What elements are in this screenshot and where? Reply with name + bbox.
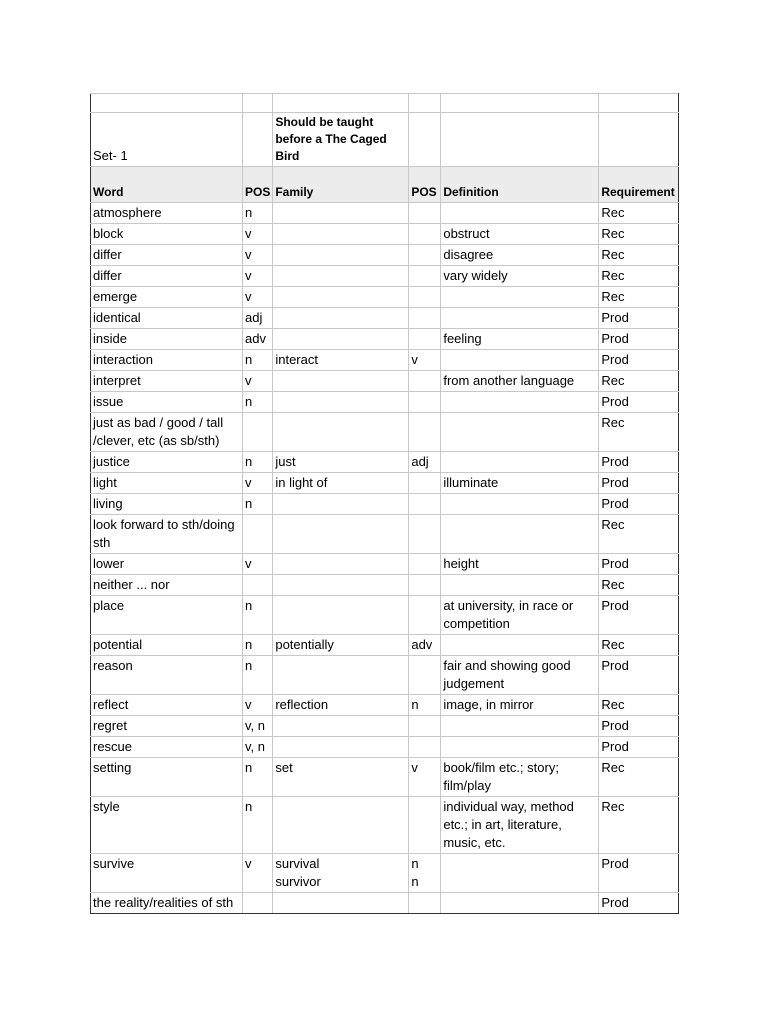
family-cell[interactable] xyxy=(273,371,409,392)
definition-cell[interactable]: obstruct xyxy=(441,224,599,245)
pos-cell[interactable]: v xyxy=(243,245,273,266)
requirement-cell[interactable]: Prod xyxy=(599,494,679,515)
header-pos-family[interactable]: POS xyxy=(409,167,441,203)
requirement-cell[interactable]: Rec xyxy=(599,515,679,554)
definition-cell[interactable]: feeling xyxy=(441,329,599,350)
word-cell[interactable]: living xyxy=(91,494,243,515)
definition-cell[interactable] xyxy=(441,413,599,452)
table-row xyxy=(91,266,679,287)
word-cell[interactable]: potential xyxy=(91,635,243,656)
family-cell[interactable] xyxy=(273,554,409,575)
requirement-cell[interactable]: Rec xyxy=(599,287,679,308)
family-cell[interactable] xyxy=(273,329,409,350)
table-row xyxy=(91,371,679,392)
requirement-cell[interactable]: Prod xyxy=(599,854,679,893)
family-cell[interactable] xyxy=(273,413,409,452)
requirement-cell[interactable]: Rec xyxy=(599,758,679,797)
table-row xyxy=(91,797,679,854)
header-requirement[interactable]: Requirement xyxy=(599,167,679,203)
requirement-cell[interactable]: Rec xyxy=(599,245,679,266)
definition-cell[interactable] xyxy=(441,350,599,371)
definition-cell[interactable] xyxy=(441,737,599,758)
cell[interactable] xyxy=(599,94,679,113)
family-cell[interactable] xyxy=(273,287,409,308)
vocabulary-table xyxy=(90,93,679,914)
table-row xyxy=(91,413,679,452)
family-cell[interactable]: reflection xyxy=(273,695,409,716)
family-pos-cell[interactable] xyxy=(409,203,441,224)
word-cell[interactable]: style xyxy=(91,797,243,854)
definition-cell[interactable]: image, in mirror xyxy=(441,695,599,716)
family-cell[interactable]: set xyxy=(273,758,409,797)
pos-cell[interactable]: n xyxy=(243,203,273,224)
pos-cell[interactable]: adj xyxy=(243,308,273,329)
definition-cell[interactable]: illuminate xyxy=(441,473,599,494)
table-row xyxy=(91,554,679,575)
family-pos-cell[interactable]: adj xyxy=(409,452,441,473)
set-label[interactable]: Set- 1 xyxy=(91,113,243,167)
requirement-cell[interactable]: Prod xyxy=(599,329,679,350)
table-row xyxy=(91,758,679,797)
family-cell[interactable] xyxy=(273,308,409,329)
set-row xyxy=(91,113,679,167)
family-cell[interactable] xyxy=(273,656,409,695)
word-cell[interactable]: differ xyxy=(91,266,243,287)
requirement-cell[interactable]: Prod xyxy=(599,737,679,758)
pos-cell[interactable]: n xyxy=(243,758,273,797)
word-cell[interactable]: the reality/realities of sth xyxy=(91,893,243,914)
definition-cell[interactable]: book/film etc.; story; film/play xyxy=(441,758,599,797)
cell[interactable] xyxy=(409,94,441,113)
pos-cell[interactable]: v, n xyxy=(243,716,273,737)
definition-cell[interactable] xyxy=(441,287,599,308)
cell[interactable] xyxy=(599,113,679,167)
requirement-cell[interactable]: Rec xyxy=(599,575,679,596)
pos-cell[interactable]: n xyxy=(243,797,273,854)
family-cell[interactable] xyxy=(273,266,409,287)
family-cell[interactable] xyxy=(273,797,409,854)
definition-cell[interactable] xyxy=(441,452,599,473)
table-row xyxy=(91,854,679,893)
word-cell[interactable]: block xyxy=(91,224,243,245)
cell-line: n xyxy=(411,874,419,889)
definition-cell[interactable]: disagree xyxy=(441,245,599,266)
definition-cell[interactable] xyxy=(441,494,599,515)
word-cell[interactable]: place xyxy=(91,596,243,635)
header-row xyxy=(91,167,679,203)
pos-cell[interactable] xyxy=(243,515,273,554)
pos-cell[interactable]: adv xyxy=(243,329,273,350)
cell[interactable] xyxy=(273,94,409,113)
family-cell[interactable] xyxy=(273,392,409,413)
word-cell[interactable]: rescue xyxy=(91,737,243,758)
pos-cell[interactable]: v xyxy=(243,695,273,716)
family-pos-cell[interactable]: v xyxy=(409,350,441,371)
pos-cell[interactable]: v, n xyxy=(243,737,273,758)
family-pos-cell[interactable] xyxy=(409,392,441,413)
table-row xyxy=(91,203,679,224)
word-cell[interactable]: issue xyxy=(91,392,243,413)
family-cell[interactable] xyxy=(273,716,409,737)
cell-line: n xyxy=(411,856,419,871)
blank-row xyxy=(91,94,679,113)
definition-cell[interactable]: individual way, method etc.; in art, literature, music, etc. xyxy=(441,797,599,854)
definition-cell[interactable] xyxy=(441,716,599,737)
word-cell[interactable]: justice xyxy=(91,452,243,473)
family-pos-cell[interactable]: n xyxy=(409,695,441,716)
family-pos-cell[interactable] xyxy=(409,473,441,494)
table-row xyxy=(91,245,679,266)
pos-cell[interactable]: v xyxy=(243,554,273,575)
family-pos-cell[interactable] xyxy=(409,266,441,287)
definition-cell[interactable]: at university, in race or competition xyxy=(441,596,599,635)
requirement-cell[interactable]: Prod xyxy=(599,554,679,575)
table-row xyxy=(91,350,679,371)
header-family[interactable]: Family xyxy=(273,167,409,203)
word-cell[interactable]: interaction xyxy=(91,350,243,371)
requirement-cell[interactable]: Prod xyxy=(599,350,679,371)
cell[interactable] xyxy=(91,94,243,113)
family-pos-cell[interactable] xyxy=(409,716,441,737)
table-row xyxy=(91,716,679,737)
family-cell[interactable]: potentially xyxy=(273,635,409,656)
pos-cell[interactable]: v xyxy=(243,266,273,287)
requirement-cell[interactable]: Rec xyxy=(599,413,679,452)
family-pos-cell[interactable] xyxy=(409,371,441,392)
word-cell[interactable]: inside xyxy=(91,329,243,350)
family-pos-cell[interactable]: v xyxy=(409,758,441,797)
pos-cell[interactable]: v xyxy=(243,371,273,392)
pos-cell[interactable]: v xyxy=(243,854,273,893)
requirement-cell[interactable]: Prod xyxy=(599,893,679,914)
table-row xyxy=(91,695,679,716)
cell[interactable] xyxy=(243,94,273,113)
cell-line: survivor xyxy=(275,874,321,889)
word-cell[interactable]: setting xyxy=(91,758,243,797)
pos-cell[interactable] xyxy=(243,413,273,452)
word-cell[interactable]: light xyxy=(91,473,243,494)
family-cell[interactable]: just xyxy=(273,452,409,473)
table-row xyxy=(91,575,679,596)
table-row xyxy=(91,329,679,350)
requirement-cell[interactable]: Prod xyxy=(599,596,679,635)
cell[interactable] xyxy=(441,94,599,113)
word-cell[interactable]: just as bad / good / tall /clever, etc (as sb/sth) xyxy=(91,413,243,452)
definition-cell[interactable] xyxy=(441,308,599,329)
word-cell[interactable]: differ xyxy=(91,245,243,266)
table-row xyxy=(91,287,679,308)
requirement-cell[interactable]: Prod xyxy=(599,716,679,737)
family-pos-cell[interactable] xyxy=(409,329,441,350)
pos-cell[interactable]: v xyxy=(243,287,273,308)
family-pos-cell[interactable] xyxy=(409,494,441,515)
family-pos-cell[interactable]: adv xyxy=(409,635,441,656)
requirement-cell[interactable]: Prod xyxy=(599,656,679,695)
table-title[interactable]: Should be taught before a The Caged Bird xyxy=(273,113,409,167)
requirement-cell[interactable]: Prod xyxy=(599,308,679,329)
pos-cell[interactable]: v xyxy=(243,473,273,494)
word-cell[interactable]: regret xyxy=(91,716,243,737)
word-cell[interactable]: reflect xyxy=(91,695,243,716)
requirement-cell[interactable]: Rec xyxy=(599,635,679,656)
pos-cell[interactable] xyxy=(243,893,273,914)
requirement-cell[interactable]: Rec xyxy=(599,224,679,245)
requirement-cell[interactable]: Prod xyxy=(599,473,679,494)
pos-cell[interactable]: n xyxy=(243,350,273,371)
header-word[interactable]: Word xyxy=(91,167,243,203)
requirement-cell[interactable]: Rec xyxy=(599,371,679,392)
family-pos-cell[interactable] xyxy=(409,596,441,635)
family-pos-cell[interactable] xyxy=(409,656,441,695)
table-row xyxy=(91,452,679,473)
table-row xyxy=(91,224,679,245)
table-row xyxy=(91,308,679,329)
word-cell[interactable]: neither ... nor xyxy=(91,575,243,596)
table-row xyxy=(91,893,679,914)
cell[interactable] xyxy=(441,113,599,167)
family-pos-cell[interactable] xyxy=(409,797,441,854)
table-row xyxy=(91,392,679,413)
family-cell[interactable] xyxy=(273,575,409,596)
table-row xyxy=(91,596,679,635)
family-pos-cell[interactable] xyxy=(409,308,441,329)
cell[interactable] xyxy=(243,113,273,167)
word-cell[interactable]: look forward to sth/doing sth xyxy=(91,515,243,554)
word-cell[interactable]: interpret xyxy=(91,371,243,392)
table-row xyxy=(91,635,679,656)
family-cell[interactable]: interact xyxy=(273,350,409,371)
table-row xyxy=(91,656,679,695)
table-row xyxy=(91,473,679,494)
header-pos[interactable]: POS xyxy=(243,167,273,203)
definition-cell[interactable] xyxy=(441,893,599,914)
definition-cell[interactable] xyxy=(441,203,599,224)
pos-cell[interactable] xyxy=(243,575,273,596)
family-cell[interactable] xyxy=(273,494,409,515)
definition-cell[interactable]: vary widely xyxy=(441,266,599,287)
family-pos-cell[interactable] xyxy=(409,854,441,893)
definition-cell[interactable] xyxy=(441,635,599,656)
requirement-cell[interactable]: Rec xyxy=(599,797,679,854)
family-pos-cell[interactable] xyxy=(409,245,441,266)
family-pos-cell[interactable] xyxy=(409,515,441,554)
word-cell[interactable]: emerge xyxy=(91,287,243,308)
family-cell[interactable]: in light of xyxy=(273,473,409,494)
definition-cell[interactable]: from another language xyxy=(441,371,599,392)
requirement-cell[interactable]: Rec xyxy=(599,203,679,224)
word-cell[interactable]: survive xyxy=(91,854,243,893)
family-pos-cell[interactable] xyxy=(409,224,441,245)
pos-cell[interactable]: n xyxy=(243,635,273,656)
requirement-cell[interactable]: Prod xyxy=(599,392,679,413)
definition-cell[interactable] xyxy=(441,392,599,413)
cell-line: survival xyxy=(275,856,320,871)
family-pos-cell[interactable] xyxy=(409,893,441,914)
definition-cell[interactable] xyxy=(441,854,599,893)
family-cell[interactable] xyxy=(273,596,409,635)
table-row xyxy=(91,737,679,758)
family-cell[interactable] xyxy=(273,224,409,245)
family-pos-cell[interactable] xyxy=(409,737,441,758)
table-row xyxy=(91,494,679,515)
family-cell[interactable] xyxy=(273,854,409,893)
family-pos-cell[interactable] xyxy=(409,554,441,575)
pos-cell[interactable]: n xyxy=(243,596,273,635)
definition-cell[interactable]: fair and showing good judgement xyxy=(441,656,599,695)
word-cell[interactable]: lower xyxy=(91,554,243,575)
definition-cell[interactable]: height xyxy=(441,554,599,575)
family-pos-cell[interactable] xyxy=(409,575,441,596)
word-cell[interactable]: identical xyxy=(91,308,243,329)
requirement-cell[interactable]: Rec xyxy=(599,266,679,287)
pos-cell[interactable]: n xyxy=(243,452,273,473)
table-row xyxy=(91,515,679,554)
family-cell[interactable] xyxy=(273,245,409,266)
pos-cell[interactable]: n xyxy=(243,494,273,515)
family-cell[interactable] xyxy=(273,893,409,914)
pos-cell[interactable]: v xyxy=(243,224,273,245)
family-pos-cell[interactable] xyxy=(409,287,441,308)
family-pos-cell[interactable] xyxy=(409,413,441,452)
definition-cell[interactable] xyxy=(441,575,599,596)
word-cell[interactable]: reason xyxy=(91,656,243,695)
definition-cell[interactable] xyxy=(441,515,599,554)
family-cell[interactable] xyxy=(273,515,409,554)
family-cell[interactable] xyxy=(273,203,409,224)
header-definition[interactable]: Definition xyxy=(441,167,599,203)
family-cell[interactable] xyxy=(273,737,409,758)
word-cell[interactable]: atmosphere xyxy=(91,203,243,224)
requirement-cell[interactable]: Prod xyxy=(599,452,679,473)
pos-cell[interactable]: n xyxy=(243,656,273,695)
pos-cell[interactable]: n xyxy=(243,392,273,413)
cell[interactable] xyxy=(409,113,441,167)
requirement-cell[interactable]: Rec xyxy=(599,695,679,716)
